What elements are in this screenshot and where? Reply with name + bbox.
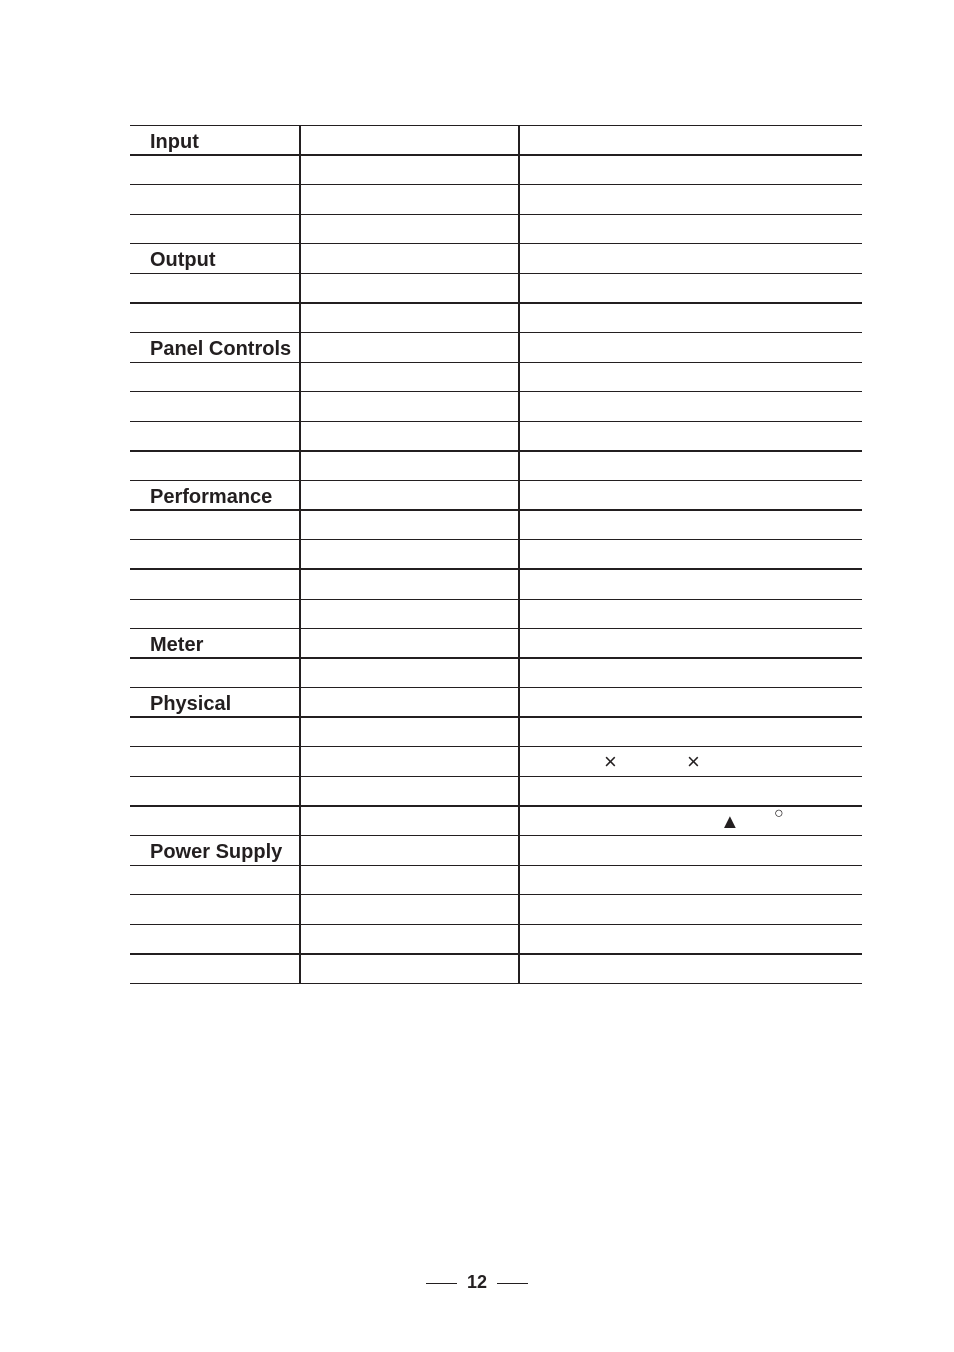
table-row (130, 304, 862, 334)
section-label-meter: Meter (150, 634, 204, 657)
section-label-panel-controls: Panel Controls (150, 338, 292, 361)
table-row (130, 156, 862, 186)
table-row (130, 540, 862, 570)
page-number-footer (0, 1272, 954, 1293)
circle-icon: ○ (774, 804, 784, 822)
times-symbol: × (687, 749, 700, 775)
divider (497, 1283, 528, 1284)
table-row-input (130, 126, 862, 156)
table-row-physical (130, 688, 862, 718)
table-row-symbols (130, 804, 862, 837)
section-label-output: Output (150, 249, 216, 272)
section-label-physical: Physical (150, 693, 232, 716)
section-label-input: Input (150, 131, 199, 153)
divider (426, 1283, 457, 1284)
section-label-power-supply: Power Supply (150, 841, 283, 864)
triangle-icon: ▲ (720, 810, 740, 833)
table-row-meter (130, 629, 862, 659)
table-row (130, 659, 862, 689)
table-row (130, 392, 862, 422)
table-row (130, 274, 862, 304)
table-row (130, 600, 862, 630)
table-row (130, 422, 862, 452)
table-row (130, 570, 862, 600)
table-row-performance (130, 481, 862, 511)
table-row (130, 925, 862, 955)
spec-table (130, 125, 862, 984)
table-row (130, 363, 862, 393)
table-row (130, 511, 862, 541)
table-row-dimensions (130, 747, 862, 777)
table-row (130, 866, 862, 896)
table-row (130, 452, 862, 482)
times-symbol: × (604, 749, 617, 775)
table-row-panel-controls (130, 333, 862, 363)
table-row (130, 718, 862, 748)
page-number: 12 (466, 1272, 488, 1292)
section-label-performance: Performance (150, 486, 273, 509)
table-row (130, 895, 862, 925)
table-row-power-supply (130, 836, 862, 866)
table-row (130, 185, 862, 215)
table-row-output (130, 244, 862, 274)
table-row (130, 215, 862, 245)
table-row (130, 777, 862, 807)
table-row (130, 955, 862, 985)
